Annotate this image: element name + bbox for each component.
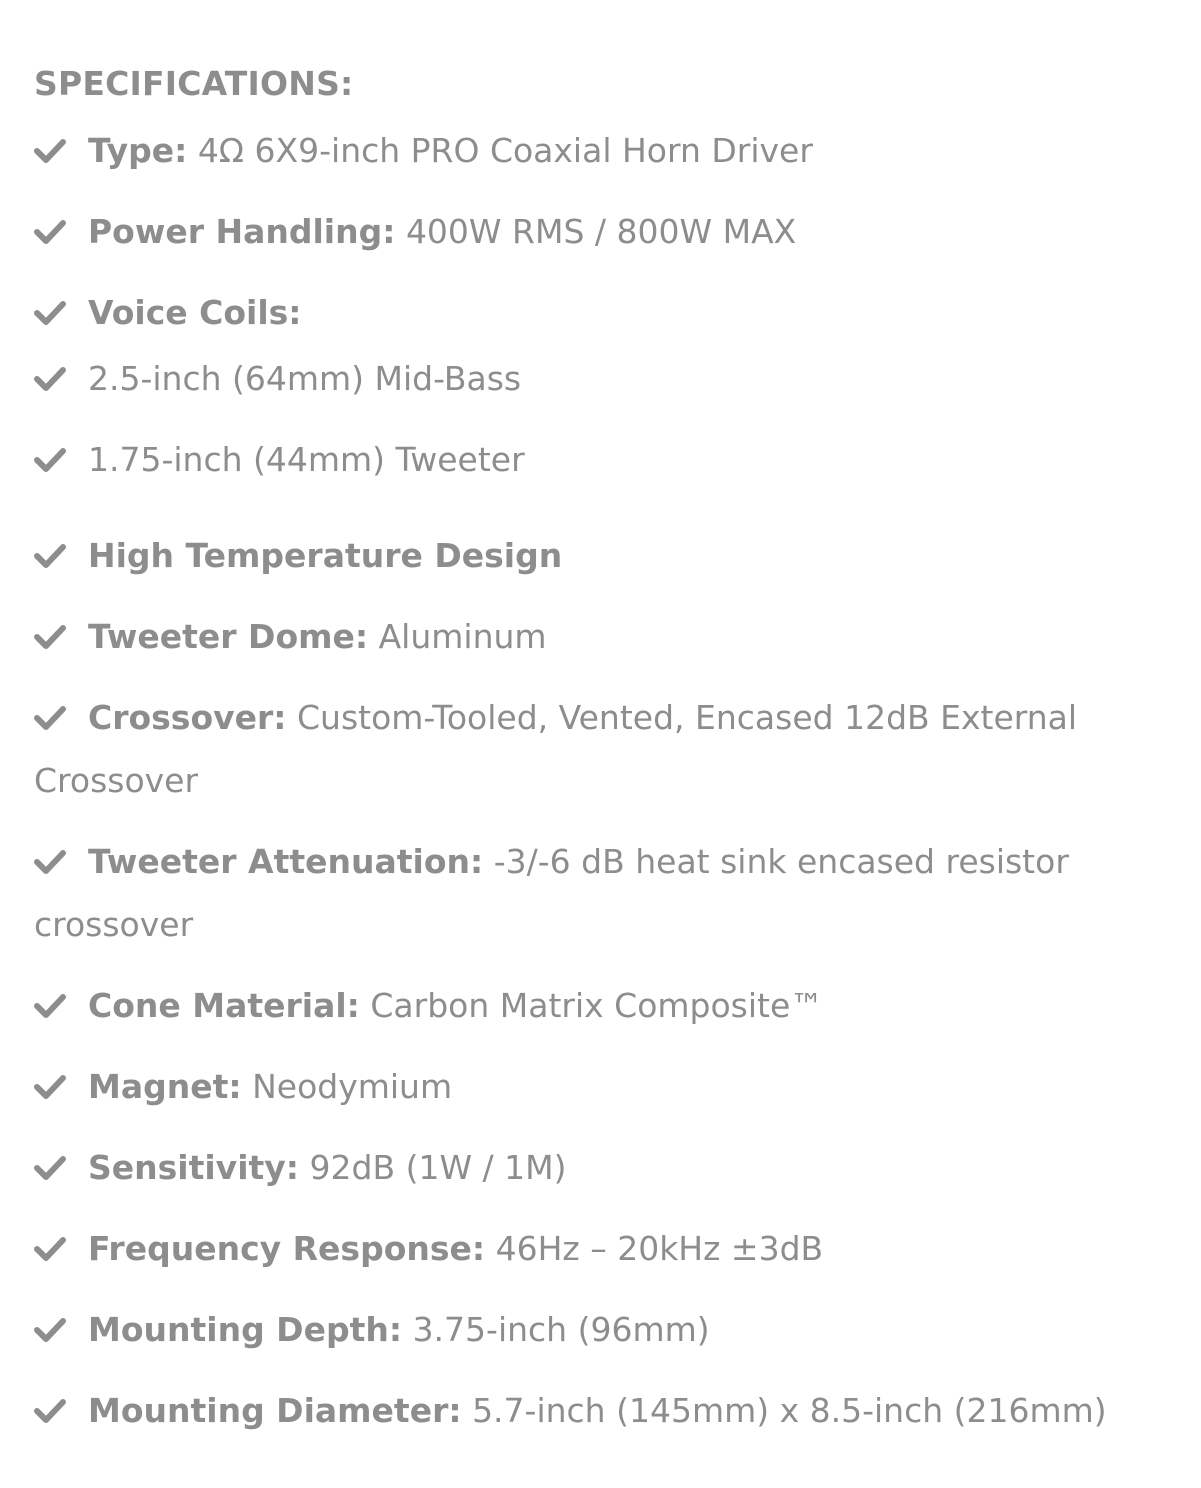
check-icon [34,1155,66,1181]
spec-value: Carbon Matrix Composite™ [370,986,824,1025]
spec-item-magnet [34,1055,1144,1118]
check-icon [34,849,66,875]
spec-value: 1.75-inch (44mm) Tweeter [88,440,525,479]
spec-label: Crossover: [88,698,287,737]
check-icon [34,300,66,326]
spec-label: Mounting Depth: [88,1310,403,1349]
spec-label: Type: [88,131,188,170]
specifications-heading: SPECIFICATIONS: [34,64,354,103]
check-icon [34,1074,66,1100]
spec-label: Power Handling: [88,212,396,251]
spec-value: 92dB (1W / 1M) [309,1148,567,1187]
check-icon [34,138,66,164]
spec-label: Frequency Response: [88,1229,486,1268]
spec-value: 400W RMS / 800W MAX [405,212,797,251]
spec-item-sensitivity [34,1136,1144,1199]
spec-label: Tweeter Dome: [88,617,369,656]
spec-label: Cone Material: [88,986,360,1025]
spec-item-crossover [34,686,1144,812]
spec-label: Voice Coils: [88,293,302,332]
spec-item-voice-coils [34,281,1144,344]
spec-label: High Temperature Design [88,536,563,575]
check-icon [34,366,66,392]
spec-item-tweeter-attenuation [34,830,1144,956]
spec-item-high-temperature [34,524,1144,587]
spec-value: Aluminum [378,617,547,656]
spec-item-cone-material [34,974,1144,1037]
check-icon [34,1398,66,1424]
spec-item-tweeter-coil [34,428,1144,491]
spec-value: 46Hz – 20kHz ±3dB [495,1229,824,1268]
check-icon [34,543,66,569]
spec-value: 2.5-inch (64mm) Mid-Bass [88,359,522,398]
spec-item-mounting-diameter [34,1379,1144,1442]
spec-value: 4Ω 6X9-inch PRO Coaxial Horn Driver [197,131,813,170]
spec-value: -3/-6 dB heat sink encased resistor crossover [34,842,1069,944]
check-icon [34,219,66,245]
spec-label: Tweeter Attenuation: [88,842,484,881]
check-icon [34,447,66,473]
spec-label: Sensitivity: [88,1148,299,1187]
check-icon [34,1236,66,1262]
spec-value: 3.75-inch (96mm) [412,1310,710,1349]
spec-item-mounting-depth [34,1298,1144,1361]
spec-value: Neodymium [252,1067,453,1106]
spec-item-mid-bass-coil [34,347,1144,410]
spec-item-power-handling [34,200,1144,263]
spec-label: Mounting Diameter: [88,1391,462,1430]
check-icon [34,993,66,1019]
spec-item-tweeter-dome [34,605,1144,668]
spec-value: 5.7-inch (145mm) x 8.5-inch (216mm) [472,1391,1107,1430]
check-icon [34,624,66,650]
spec-value: Custom-Tooled, Vented, Encased 12dB External Crossover [34,698,1078,800]
spec-item-frequency-response [34,1217,1144,1280]
check-icon [34,705,66,731]
check-icon [34,1317,66,1343]
spec-label: Magnet: [88,1067,242,1106]
spec-item-type [34,119,1144,182]
